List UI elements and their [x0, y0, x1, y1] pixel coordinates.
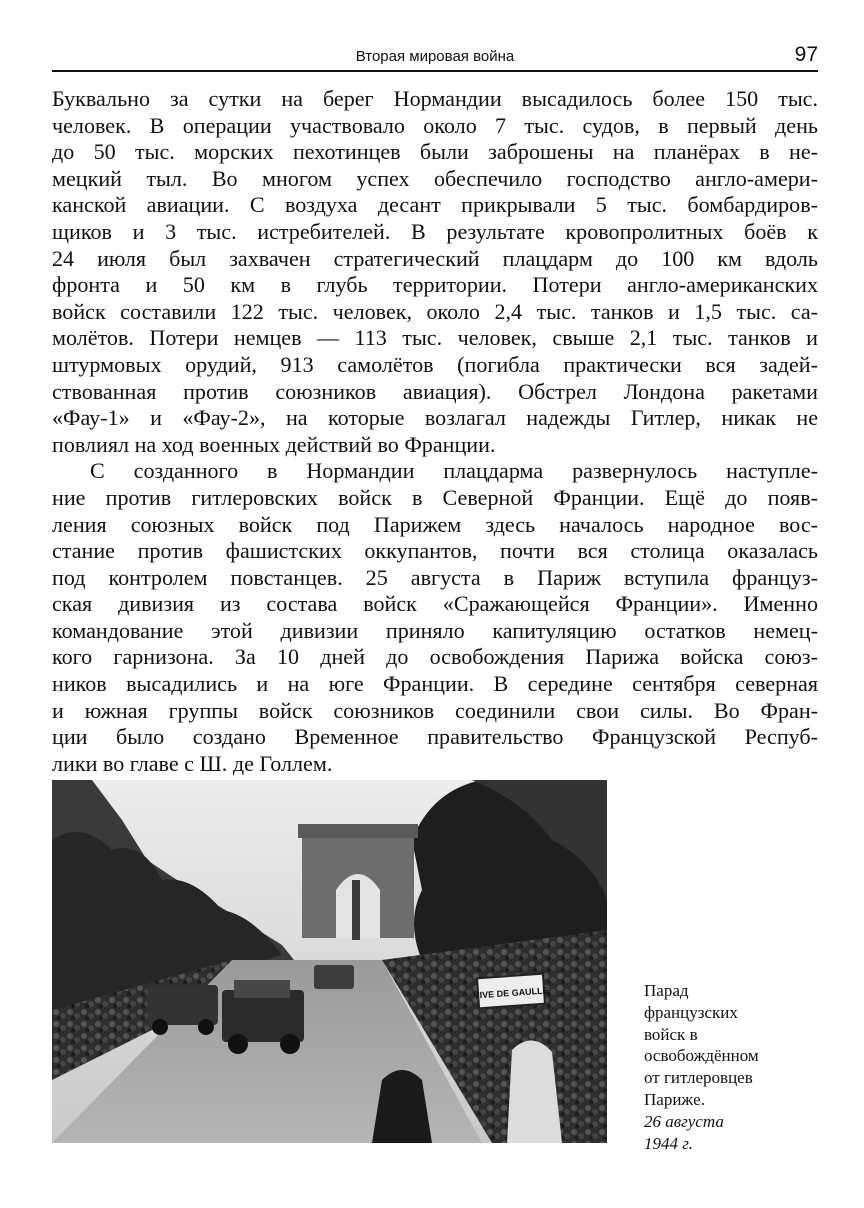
text-line: фронта и 50 км в глубь территории. Потери англо-американских: [52, 272, 818, 298]
text-line: под контролем повстанцев. 25 августа в Париж вступила француз-: [52, 564, 818, 590]
caption-line: Парад: [644, 981, 689, 1000]
text-line: ления союзных войск под Парижем здесь началось народное вос-: [52, 511, 818, 537]
text-line: щиков и 3 тыс. истребителей. В результате кровопролитных боёв к: [52, 218, 818, 244]
caption-line: Парижe.: [644, 1089, 705, 1109]
text-line: штурмовых орудий, 913 самолётов (погибла практически вся задей-: [52, 351, 818, 377]
text-line: человек. В операции участвовало около 7 тыс. судов, в первый день: [52, 112, 818, 138]
text-line: кого гарнизона. За 10 дней до освобождения Парижа войска союз-: [52, 644, 818, 670]
text-line: повлиял на ход военных действий во Франции.: [52, 431, 496, 457]
paragraph-2: [52, 458, 818, 777]
text-line: ции было создано Временное правительство Французской Респуб-: [52, 724, 818, 750]
running-title: Вторая мировая война: [355, 48, 515, 65]
text-line: войск составили 122 тыс. человек, около 2,4 тыс. танков и 1,5 тыс. са-: [52, 298, 818, 324]
parade-photo: [52, 780, 607, 1143]
text-line: лики во главе с Ш. де Голлем.: [52, 750, 333, 776]
text-line: Буквально за сутки на берег Нормандии высадилось более 150 тыс.: [52, 86, 818, 111]
caption-line: освобождённом: [644, 1046, 759, 1066]
caption-line: войск в: [644, 1024, 698, 1044]
caption-line: французских: [644, 1002, 738, 1022]
text-line: С созданного в Нормандии плацдарма развернулось наступле-: [90, 458, 818, 484]
caption-date: [644, 1111, 824, 1155]
photo-caption: [644, 980, 824, 1154]
text-line: и южная группы войск союзников соединили свои силы. Во Фран-: [52, 697, 818, 723]
caption-line: от гитлеровцев: [644, 1068, 753, 1088]
running-header: [52, 40, 818, 72]
banner: [473, 974, 549, 1009]
text-line: ствованная против союзников авиация). Обстрел Лондона ракетами: [52, 378, 818, 404]
text-line: стание против фашистских оккупантов, почти вся столица оказалась: [52, 538, 818, 564]
text-line: 24 июля был захвачен стратегический плацдарм до 100 км вдоль: [52, 245, 818, 271]
text-line: ская дивизия из состава войск «Сражающейся Франции». Именно: [52, 591, 818, 617]
caption-date-line: 1944 г.: [644, 1133, 693, 1153]
text-line: до 50 тыс. морских пехотинцев были заброшены на планёрах в не-: [52, 139, 818, 165]
page-number: 97: [794, 43, 818, 66]
text-line: ние против гитлеровских войск в Северной Франции. Ещё до появ-: [52, 484, 818, 510]
text-line: командование этой дивизии приняло капитуляцию остатков немец-: [52, 617, 818, 643]
text-line: ников высадились и на юге Франции. В середине сентября северная: [52, 671, 818, 697]
text-line: мецкий тыл. Во многом успех обеспечило господство англо-амери-: [52, 165, 818, 191]
text-line: «Фау-1» и «Фау-2», на которые возлагал надежды Гитлер, никак не: [52, 405, 818, 431]
banner-text: VIVE DE GAULLE: [473, 985, 549, 1001]
text-line: канской авиации. С воздуха десант прикрывали 5 тыс. бомбардиров-: [52, 192, 818, 218]
paragraph-1: [52, 86, 818, 458]
caption-date-line: 26 августа: [644, 1111, 724, 1131]
text-line: молётов. Потери немцев — 113 тыс. человек, свыше 2,1 тыс. танков и: [52, 325, 818, 351]
arc-de-triomphe: [298, 824, 418, 940]
caption-text: [644, 980, 824, 1111]
body-text: [52, 86, 818, 777]
